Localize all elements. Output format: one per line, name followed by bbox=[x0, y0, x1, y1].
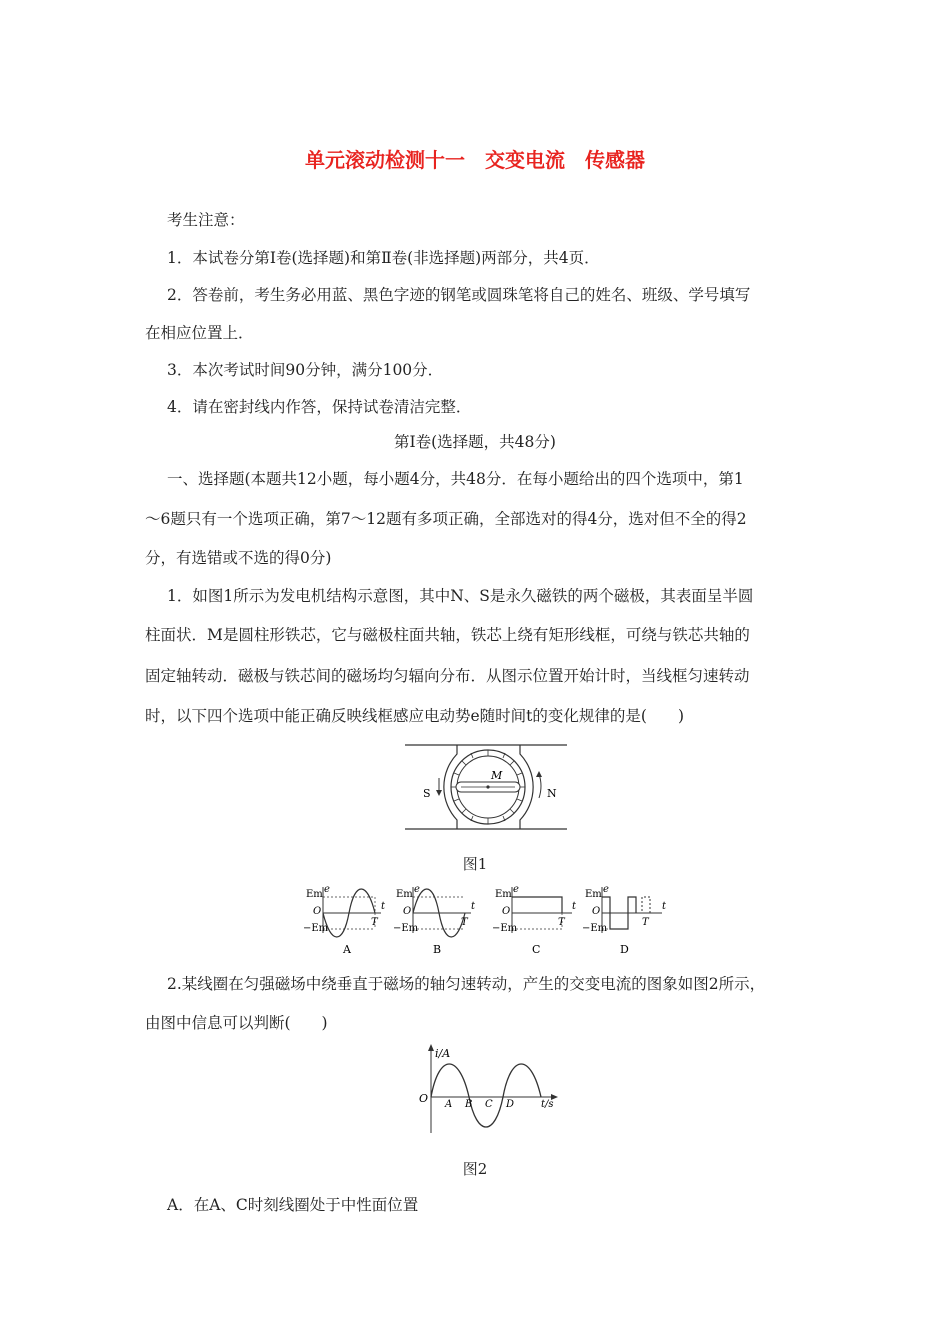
svg-text:B: B bbox=[465, 1099, 473, 1110]
notice-item-3: 3．本次考试时间90分钟，满分100分． bbox=[167, 361, 444, 379]
question-2-line-2: 由图中信息可以判断( ) bbox=[145, 1014, 328, 1032]
page-title: 单元滚动检测十一 交变电流 传感器 bbox=[305, 148, 645, 172]
option-b-label: B bbox=[433, 943, 442, 956]
svg-text:e: e bbox=[513, 884, 519, 895]
figure-1-caption: 图1 bbox=[462, 855, 488, 873]
section-instructions-line-2: ～6题只有一个选项正确，第7～12题有多项正确，全部选对的得4分，选对但不全的得2 bbox=[145, 510, 747, 528]
svg-text:C: C bbox=[485, 1099, 493, 1110]
generator-diagram bbox=[405, 742, 575, 832]
svg-text:T: T bbox=[642, 917, 649, 928]
question-1-line-2: 柱面状．M是圆柱形铁芯，它与磁极柱面共轴，铁芯上绕有矩形线框，可绕与铁芯共轴的 bbox=[145, 626, 750, 644]
option-d-label: D bbox=[620, 943, 629, 956]
svg-text:T: T bbox=[371, 917, 378, 928]
svg-text:e: e bbox=[603, 884, 609, 895]
svg-text:−Em: −Em bbox=[492, 923, 518, 934]
svg-text:t: t bbox=[471, 901, 476, 912]
option-a-label: A bbox=[343, 943, 351, 956]
current-graph bbox=[417, 1043, 577, 1138]
label-M: M bbox=[491, 769, 503, 782]
option-graph-d bbox=[582, 883, 667, 963]
question-1-line-3: 固定轴转动．磁极与铁芯间的磁场均匀辐向分布．从图示位置开始计时，当线框匀速转动 bbox=[145, 667, 750, 685]
svg-text:T: T bbox=[558, 917, 565, 928]
svg-text:D: D bbox=[506, 1099, 515, 1110]
svg-text:i/A: i/A bbox=[435, 1047, 451, 1060]
svg-text:−Em: −Em bbox=[393, 923, 419, 934]
svg-text:T: T bbox=[461, 917, 468, 928]
svg-text:e: e bbox=[414, 884, 420, 895]
option-graph-b bbox=[393, 883, 478, 963]
svg-text:Em: Em bbox=[495, 889, 512, 900]
svg-text:A: A bbox=[445, 1099, 453, 1110]
svg-text:t: t bbox=[572, 901, 577, 912]
notice-item-1: 1．本试卷分第Ⅰ卷(选择题)和第Ⅱ卷(非选择题)两部分，共4页． bbox=[167, 249, 600, 267]
question-2-line-1: 2.某线圈在匀强磁场中绕垂直于磁场的轴匀速转动，产生的交变电流的图象如图2所示， bbox=[167, 975, 766, 993]
svg-text:t: t bbox=[381, 901, 386, 912]
svg-text:O: O bbox=[419, 1092, 429, 1105]
figure-2-caption: 图2 bbox=[462, 1160, 488, 1178]
option-c-label: C bbox=[532, 943, 541, 956]
svg-text:O: O bbox=[502, 906, 511, 917]
notice-item-4: 4．请在密封线内作答，保持试卷清洁完整． bbox=[167, 398, 472, 416]
svg-text:−Em: −Em bbox=[582, 923, 608, 934]
svg-text:O: O bbox=[592, 906, 601, 917]
svg-text:Em: Em bbox=[585, 889, 602, 900]
svg-text:Em: Em bbox=[396, 889, 413, 900]
svg-text:Em: Em bbox=[306, 889, 323, 900]
section-instructions-line-1: 一、选择题(本题共12小题，每小题4分，共48分．在每小题给出的四个选项中，第1 bbox=[167, 470, 744, 488]
option-graph-c bbox=[492, 883, 577, 963]
svg-text:e: e bbox=[324, 884, 330, 895]
svg-text:O: O bbox=[403, 906, 412, 917]
question-1-line-4: 时，以下四个选项中能正确反映线框感应电动势e随时间t的变化规律的是( ) bbox=[145, 707, 684, 725]
label-S: S bbox=[423, 787, 431, 800]
notice-item-2-line-1: 2．答卷前，考生务必用蓝、黑色字迹的钢笔或圆珠笔将自己的姓名、班级、学号填写 bbox=[167, 286, 751, 304]
svg-text:t/s: t/s bbox=[541, 1099, 554, 1110]
section-instructions-line-3: 分，有选错或不选的得0分) bbox=[145, 549, 332, 567]
question-2-option-a: A．在A、C时刻线圈处于中性面位置 bbox=[167, 1196, 419, 1214]
svg-text:O: O bbox=[313, 906, 322, 917]
svg-text:t: t bbox=[662, 901, 667, 912]
svg-text:−Em: −Em bbox=[303, 923, 329, 934]
notice-heading: 考生注意： bbox=[167, 211, 245, 229]
label-N: N bbox=[547, 787, 557, 800]
section-heading: 第Ⅰ卷(选择题，共48分) bbox=[394, 433, 556, 451]
question-1-line-1: 1．如图1所示为发电机结构示意图，其中N、S是永久磁铁的两个磁极，其表面呈半圆 bbox=[167, 587, 754, 605]
notice-item-2-line-2: 在相应位置上． bbox=[145, 324, 254, 342]
option-graph-a bbox=[303, 883, 388, 963]
